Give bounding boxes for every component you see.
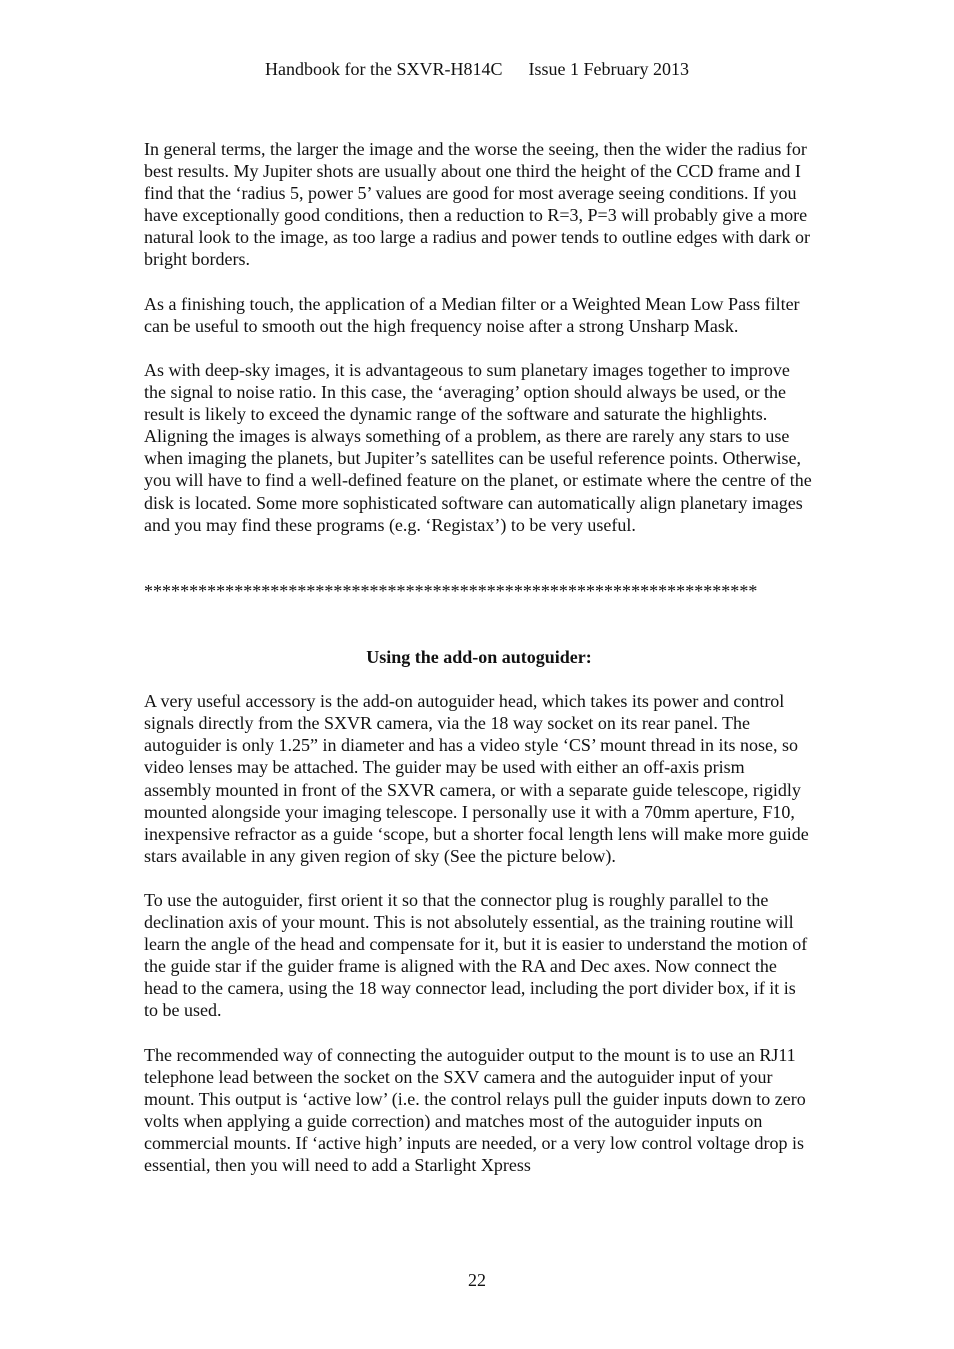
section-separator: ********************************************************************	[144, 580, 758, 601]
paragraph-autoguider-connection: The recommended way of connecting the autoguider output to the mount is to use an RJ11 telephone lead between the socket on the SXV camera and the autoguider input of your mount. This output is ‘active low’ (i.e. the control relays pull the guider inputs down to zero volts when applying a guide correction) and matches most of the autoguider inputs on commercial mounts. If ‘active high’ inputs are needed, or a very low control voltage drop is essential, then you will need to add a Starlight Xpress	[144, 1044, 806, 1176]
paragraph-autoguider-orientation: To use the autoguider, first orient it so that the connector plug is roughly parallel to the declination axis of your mount. This is not absolutely essential, as the training routine will learn the angle of the head and compensate for it, but it is easier to understand the motion of the guide star if the guider frame is aligned with the RA and Dec axes. Now connect the head to the camera, using the 18 way connector lead, including the port divider box, if it is to be used.	[144, 890, 808, 1021]
paragraph-summing-images: As with deep-sky images, it is advantageous to sum planetary images together to improve the signal to noise ratio. In this case, the ‘averaging’ option should always be used, or the result is likely to exceed the dynamic range of the software and saturate the highlights. Aligning the images is always something of a problem, as there are rarely any stars to use when imaging the planets, but Jupiter’s satellites can be useful reference points. Otherwise, you will have to find a well-defined feature on the planet, or estimate where the centre of the disk is located. Some more sophisticated software can automatically align planetary images and you may find these programs (e.g. ‘Registax’) to be very useful.	[144, 359, 812, 535]
page-body	[144, 138, 814, 1198]
paragraph-finishing-touch: As a finishing touch, the application of a Median filter or a Weighted Mean Low Pass filter can be useful to smooth out the high frequency noise after a strong Unsharp Mask.	[144, 293, 800, 336]
page-number: 22	[468, 1270, 486, 1290]
page-header	[0, 58, 954, 80]
handbook-title: Handbook for the SXVR-H814C	[265, 59, 503, 79]
paragraph-radius-power: In general terms, the larger the image and the worse the seeing, then the wider the radius for best results. My Jupiter shots are usually about one third the height of the CCD frame and I find that the ‘radius 5, power 5’ values are good for most average seeing conditions. If you have exceptionally good conditions, then a reduction to R=3, P=3 will probably give a more natural look to the image, as too large a radius and power tends to outline edges with dark or bright borders.	[144, 139, 810, 270]
issue-date: Issue 1 February 2013	[528, 59, 689, 79]
section-heading: Using the add-on autoguider:	[366, 646, 592, 667]
paragraph-autoguider-intro: A very useful accessory is the add-on autoguider head, which takes its power and control signals directly from the SXVR camera, via the 18 way socket on its rear panel. The autoguider is only 1.25” in diameter and has a video style ‘CS’ mount thread in its nose, so video lenses may be attached. The guider may be used with either an off-axis prism assembly mounted in front of the SXVR camera, or with a separate guide telescope, rigidly mounted alongside your imaging telescope. I personally use it with a 70mm aperture, F10, inexpensive refractor as a guide ‘scope, but a shorter focal length lens will make more guide stars available in any given region of sky (See the picture below).	[144, 691, 809, 866]
